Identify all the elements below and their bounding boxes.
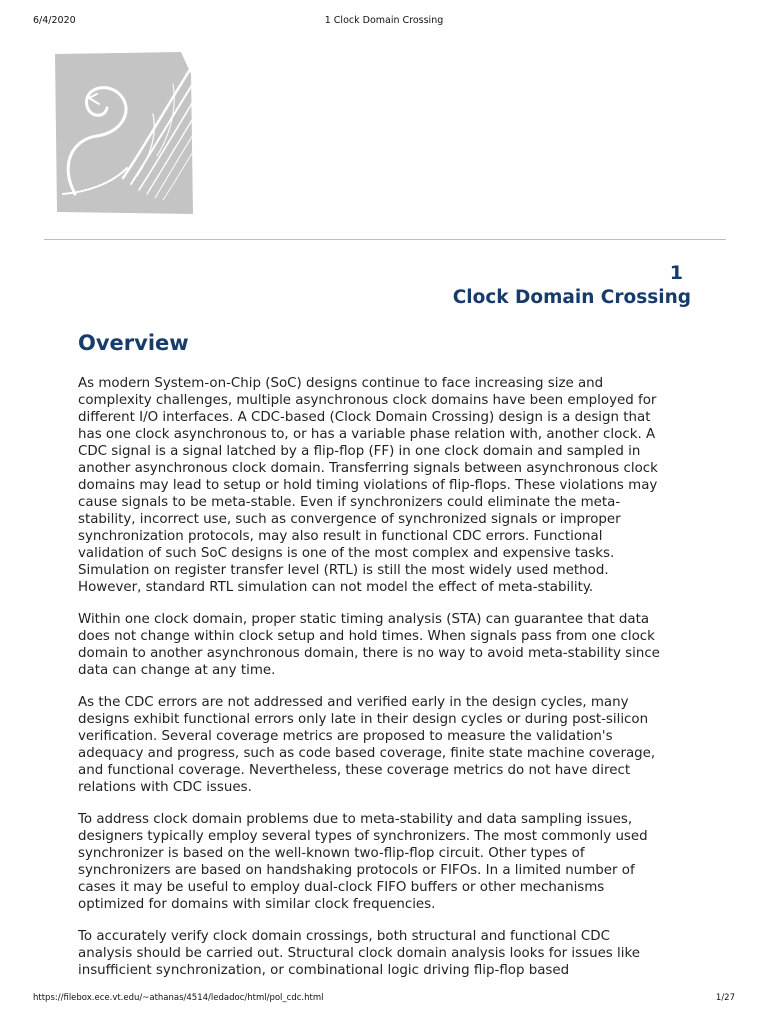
paragraph-synchronizers: [78, 811, 728, 913]
swan-quill-logo: [53, 44, 219, 216]
text-line: domains may lead to setup or hold timing violations of flip-flops. These violations may: [78, 478, 658, 493]
text-line: data can change at any time.: [78, 663, 276, 678]
text-line: relations with CDC issues.: [78, 780, 252, 795]
text-line: To address clock domain problems due to meta-stability and data sampling issues,: [78, 812, 633, 827]
print-header-title: 1 Clock Domain Crossing: [324, 15, 444, 26]
print-page-number: 1/27: [715, 993, 735, 1003]
text-line: optimized for domains with similar clock frequencies.: [78, 897, 436, 912]
text-line: another asynchronous clock domain. Transferring signals between asynchronous clock: [78, 461, 658, 476]
text-line: and functional coverage. Nevertheless, these coverage metrics do not have direct: [78, 763, 631, 778]
text-line: synchronization protocols, may also result in functional CDC errors. Functional: [78, 529, 603, 544]
text-line: validation of such SoC designs is one of the most complex and expensive tasks.: [78, 546, 615, 561]
text-line: verification. Several coverage metrics are proposed to measure the validation's: [78, 729, 613, 744]
text-line: cases it may be useful to employ dual-clock FIFO buffers or other mechanisms: [78, 880, 605, 895]
text-line: Within one clock domain, proper static timing analysis (STA) can guarantee that data: [78, 612, 650, 627]
text-line: adequacy and progress, such as code based coverage, finite state machine coverage,: [78, 746, 656, 761]
text-line: insufficient synchronization, or combinational logic driving flip-flop based: [78, 963, 570, 978]
text-line: analysis should be carried out. Structural clock domain analysis looks for issues like: [78, 946, 640, 961]
text-line: designs exhibit functional errors only late in their design cycles or during post-silicon: [78, 712, 649, 727]
text-line: synchronizers are based on handshaking protocols or FIFOs. In a limited number of: [78, 863, 635, 878]
text-line: CDC signal is a signal latched by a flip-flop (FF) in one clock domain and sampled in: [78, 444, 641, 459]
paragraph-coverage: [78, 694, 728, 796]
text-line: domain to another asynchronous domain, there is no way to avoid meta-stability since: [78, 646, 660, 661]
paragraph-verification: [78, 928, 728, 979]
text-line: complexity challenges, multiple asynchronous clock domains have been employed for: [78, 393, 657, 408]
text-line: Simulation on register transfer level (RTL) is still the most widely used method.: [78, 563, 609, 578]
print-footer-url: https://filebox.ece.vt.edu/~athanas/4514/ledadoc/html/pol_cdc.html: [33, 993, 324, 1003]
text-line: synchronizer is based on the well-known two-flip-flop circuit. Other types of: [78, 846, 585, 861]
text-line: stability, incorrect use, such as convergence of synchronized signals or improper: [78, 512, 621, 527]
text-line: cause signals to be meta-stable. Even if synchronizers could eliminate the meta-: [78, 495, 621, 510]
chapter-number: 1: [669, 262, 683, 284]
text-line: As modern System-on-Chip (SoC) designs continue to face increasing size and: [78, 376, 604, 391]
text-line: does not change within clock setup and hold times. When signals pass from one clock: [78, 629, 655, 644]
text-line: designers typically employ several types of synchronizers. The most commonly used: [78, 829, 648, 844]
text-line: As the CDC errors are not addressed and verified early in the design cycles, many: [78, 695, 629, 710]
text-line: However, standard RTL simulation can not model the effect of meta-stability.: [78, 580, 594, 595]
text-line: To accurately verify clock domain crossings, both structural and functional CDC: [78, 929, 610, 944]
header-divider: [44, 239, 726, 240]
section-heading-overview: Overview: [78, 331, 189, 355]
chapter-title: Clock Domain Crossing: [452, 287, 691, 308]
text-line: different I/O interfaces. A CDC-based (Clock Domain Crossing) design is a design that: [78, 410, 651, 425]
text-line: has one clock asynchronous to, or has a variable phase relation with, another clock. A: [78, 427, 656, 442]
paragraph-intro: [78, 375, 728, 596]
paragraph-sta: [78, 611, 728, 679]
print-date: 6/4/2020: [33, 15, 76, 26]
